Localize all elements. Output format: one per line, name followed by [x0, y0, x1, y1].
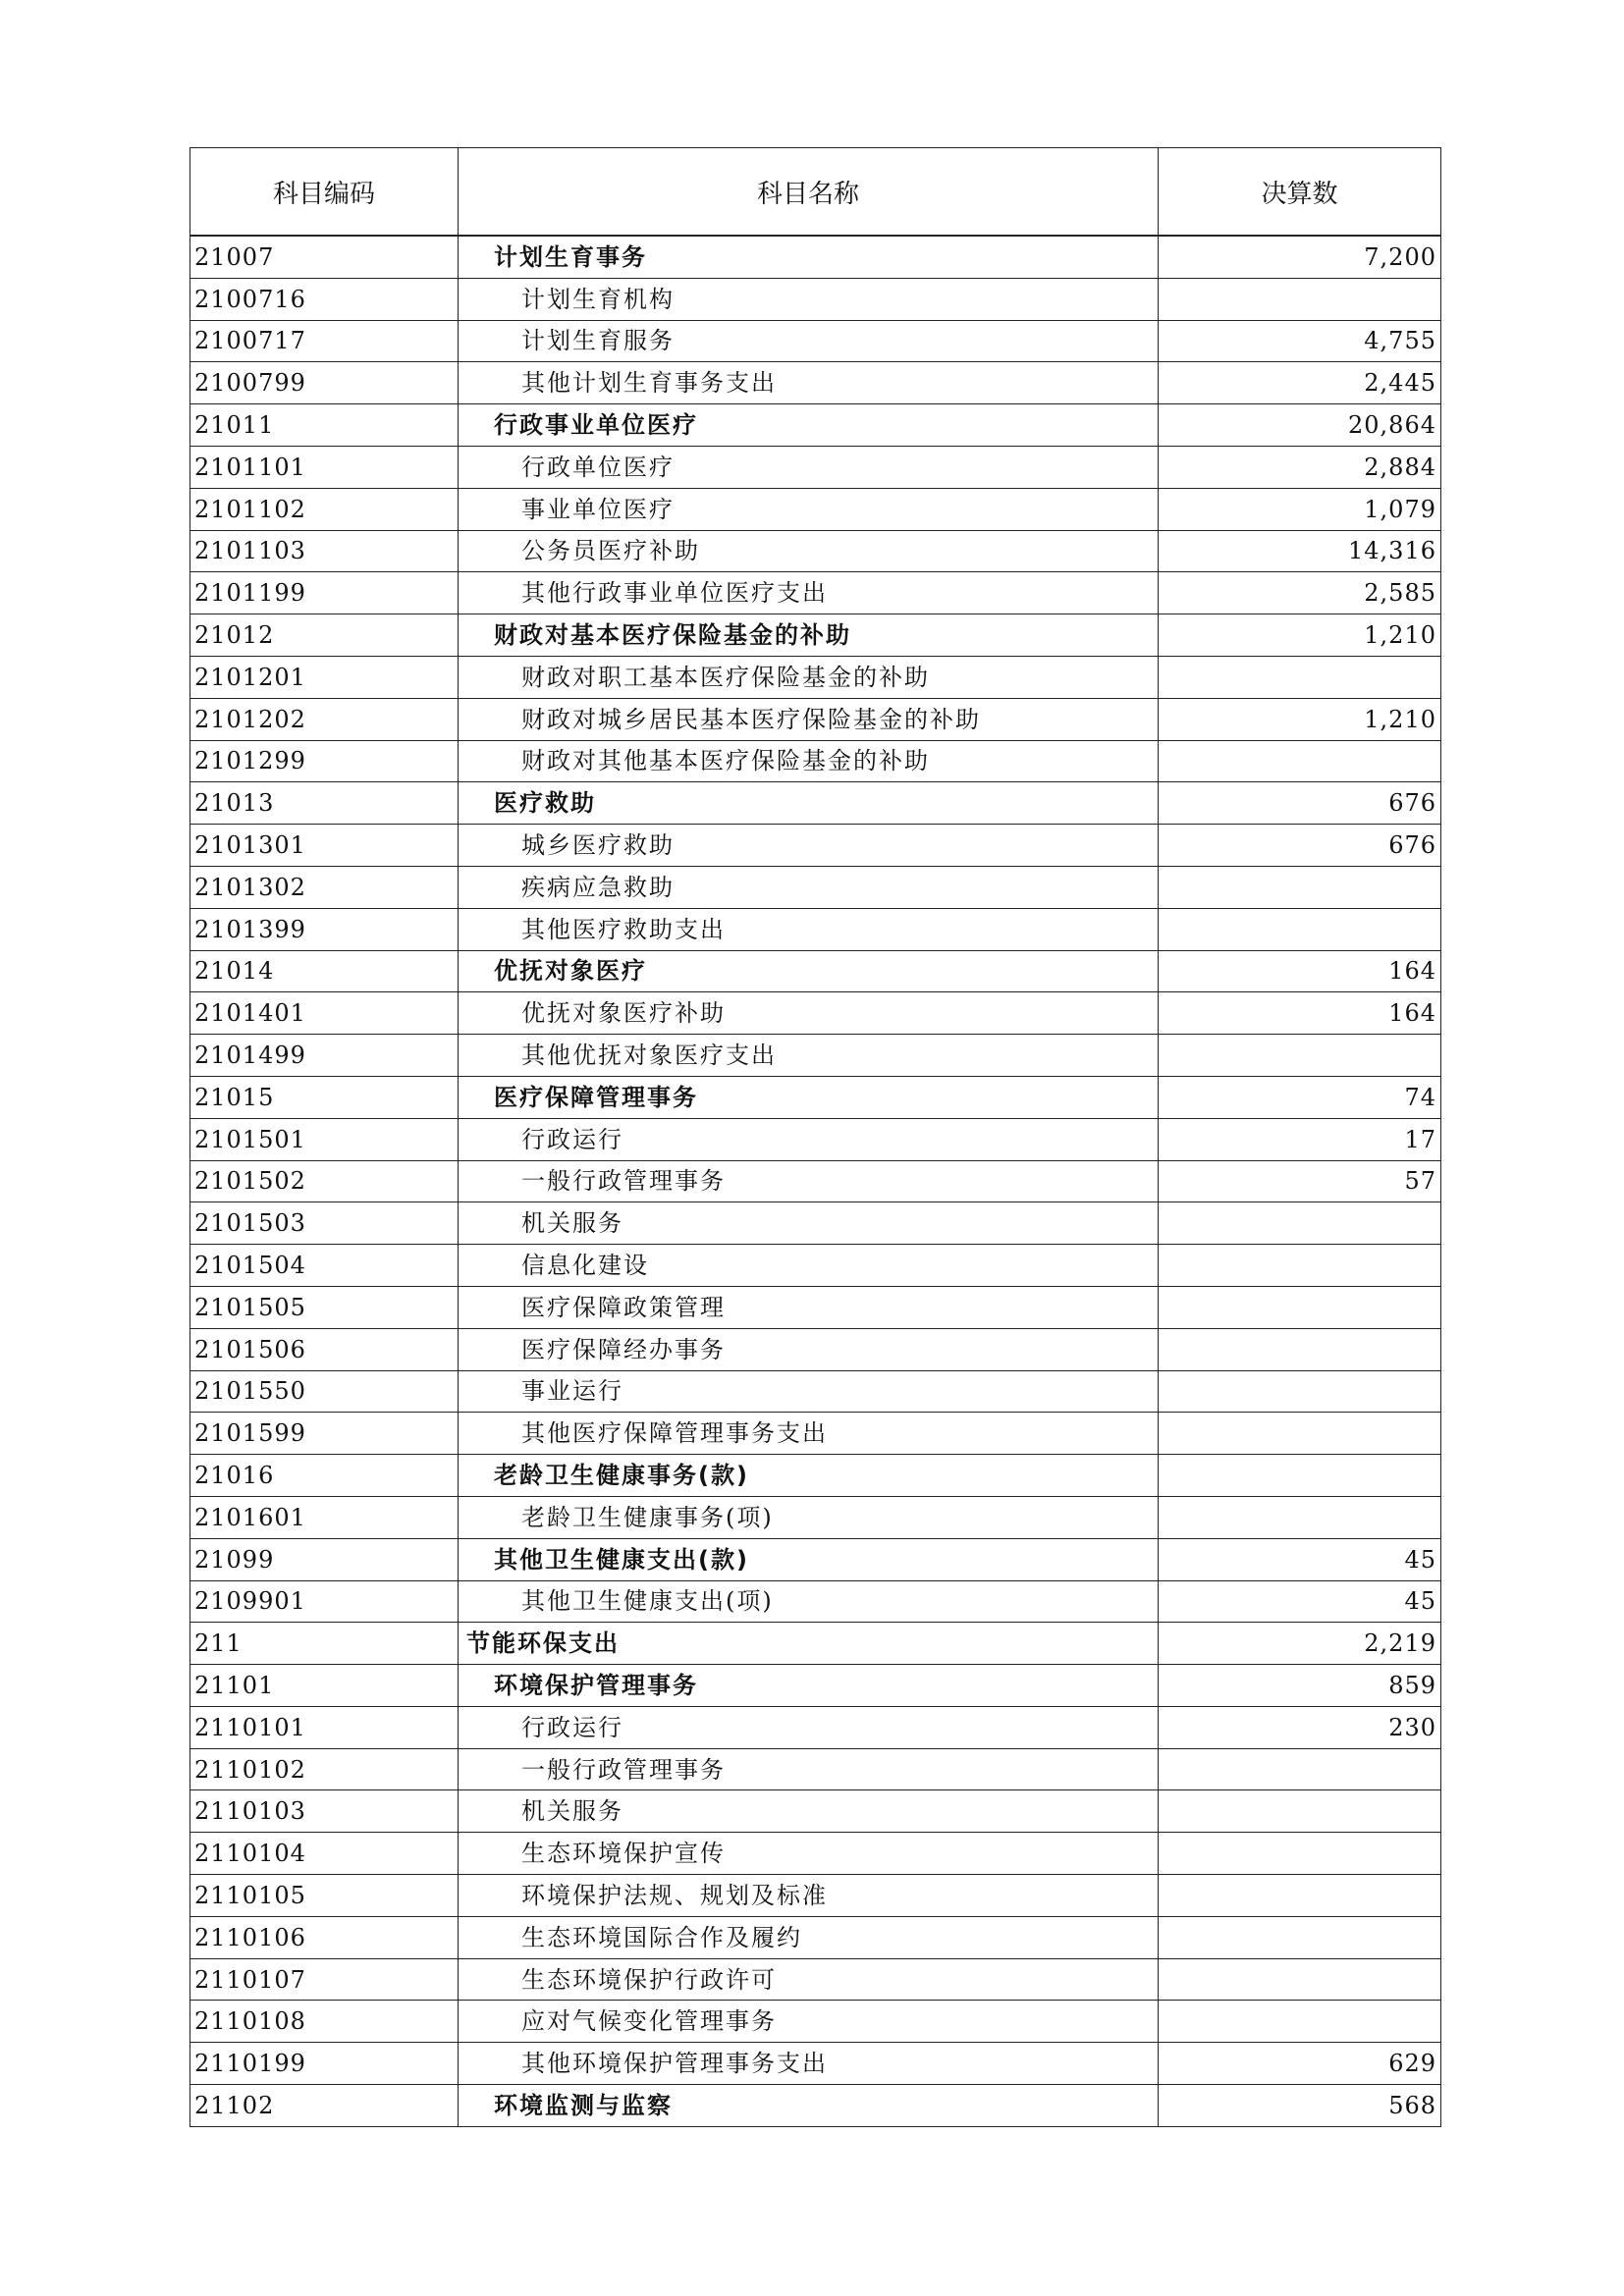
- table-row: [190, 1623, 1441, 1665]
- row-name-cell: [459, 1875, 1159, 1917]
- row-code: 2110104: [190, 1833, 459, 1875]
- row-name: 信息化建设: [521, 1252, 649, 1280]
- row-name-cell: [459, 1538, 1159, 1580]
- row-code: 211: [190, 1623, 459, 1665]
- table-row: [190, 1958, 1441, 2001]
- table-row: [190, 2001, 1441, 2043]
- row-code: 2101101: [190, 446, 459, 488]
- row-name: 一般行政管理事务: [521, 1167, 726, 1196]
- row-code: 2100717: [190, 320, 459, 362]
- row-name-cell: [459, 1706, 1159, 1748]
- table-row: [190, 2085, 1441, 2127]
- row-code: 2101102: [190, 488, 459, 530]
- row-name: 其他环境保护管理事务支出: [521, 2050, 828, 2078]
- row-name: 其他医疗救助支出: [521, 915, 726, 943]
- row-amount: [1159, 1202, 1441, 1245]
- row-code: 2110105: [190, 1875, 459, 1917]
- table-row: [190, 236, 1441, 278]
- table-row: [190, 1413, 1441, 1455]
- row-amount: 568: [1159, 2085, 1441, 2127]
- row-code: 2101504: [190, 1245, 459, 1287]
- row-name: 计划生育机构: [521, 285, 675, 313]
- row-name: 其他优抚对象医疗支出: [521, 1041, 777, 1070]
- row-name: 生态环境保护行政许可: [521, 1965, 777, 1994]
- row-code: 2110107: [190, 1958, 459, 2001]
- row-amount: [1159, 656, 1441, 698]
- row-name-cell: [459, 404, 1159, 447]
- row-code: 2101401: [190, 992, 459, 1035]
- row-name-cell: [459, 908, 1159, 950]
- row-code: 21012: [190, 614, 459, 657]
- budget-table: [189, 147, 1441, 2127]
- row-amount: [1159, 1748, 1441, 1790]
- row-name: 行政单位医疗: [521, 453, 675, 481]
- table-row: [190, 1035, 1441, 1077]
- table-row: [190, 866, 1441, 908]
- row-name: 行政事业单位医疗: [494, 411, 698, 440]
- table-row: [190, 1790, 1441, 1833]
- row-name: 事业单位医疗: [521, 495, 675, 523]
- row-code: 2109901: [190, 1580, 459, 1623]
- row-name-cell: [459, 1118, 1159, 1160]
- row-name: 一般行政管理事务: [521, 1755, 726, 1784]
- row-amount: [1159, 1328, 1441, 1370]
- row-name-cell: [459, 1455, 1159, 1497]
- row-name-cell: [459, 1748, 1159, 1790]
- row-name-cell: [459, 1076, 1159, 1118]
- row-code: 2101502: [190, 1160, 459, 1202]
- row-code: 2110102: [190, 1748, 459, 1790]
- row-name: 医疗保障政策管理: [521, 1293, 726, 1321]
- row-name-cell: [459, 488, 1159, 530]
- row-name-cell: [459, 446, 1159, 488]
- row-name-cell: [459, 1496, 1159, 1538]
- row-name: 其他行政事业单位医疗支出: [521, 579, 828, 608]
- row-amount: [1159, 1833, 1441, 1875]
- table-row: [190, 446, 1441, 488]
- row-amount: 2,884: [1159, 446, 1441, 488]
- row-name-cell: [459, 1160, 1159, 1202]
- table-row: [190, 656, 1441, 698]
- table-row: [190, 698, 1441, 740]
- row-code: 2101299: [190, 740, 459, 782]
- row-name: 行政运行: [521, 1125, 623, 1153]
- row-amount: 20,864: [1159, 404, 1441, 447]
- table-row: [190, 1076, 1441, 1118]
- table-header-row: [190, 148, 1441, 237]
- row-amount: 7,200: [1159, 236, 1441, 278]
- table-row: [190, 614, 1441, 657]
- row-amount: [1159, 1245, 1441, 1287]
- row-name: 优抚对象医疗: [494, 957, 647, 986]
- row-amount: 74: [1159, 1076, 1441, 1118]
- row-name-cell: [459, 1665, 1159, 1707]
- row-name: 城乡医疗救助: [521, 831, 675, 860]
- row-name-cell: [459, 1833, 1159, 1875]
- row-amount: [1159, 1286, 1441, 1328]
- row-name-cell: [459, 782, 1159, 825]
- row-amount: [1159, 1413, 1441, 1455]
- row-name: 环境保护管理事务: [494, 1671, 698, 1699]
- row-name-cell: [459, 1370, 1159, 1413]
- row-name-cell: [459, 2001, 1159, 2043]
- row-amount: [1159, 1790, 1441, 1833]
- row-name-cell: [459, 866, 1159, 908]
- table-row: [190, 1538, 1441, 1580]
- row-amount: 17: [1159, 1118, 1441, 1160]
- row-name-cell: [459, 1623, 1159, 1665]
- row-name-cell: [459, 530, 1159, 572]
- row-code: 2101202: [190, 698, 459, 740]
- row-name: 生态环境保护宣传: [521, 1840, 726, 1868]
- row-name: 其他卫生健康支出(项): [521, 1587, 774, 1616]
- table-row: [190, 908, 1441, 950]
- row-name-cell: [459, 1413, 1159, 1455]
- table-row: [190, 1245, 1441, 1287]
- table-body: [190, 236, 1441, 2126]
- row-code: 2101503: [190, 1202, 459, 1245]
- row-name-cell: [459, 740, 1159, 782]
- row-name-cell: [459, 1202, 1159, 1245]
- header-name: 科目名称: [459, 148, 1159, 237]
- table-row: [190, 1370, 1441, 1413]
- row-code: 2101506: [190, 1328, 459, 1370]
- row-name-cell: [459, 236, 1159, 278]
- row-code: 2101301: [190, 825, 459, 867]
- row-code: 21015: [190, 1076, 459, 1118]
- row-amount: 230: [1159, 1706, 1441, 1748]
- row-name-cell: [459, 1916, 1159, 1958]
- row-amount: 164: [1159, 950, 1441, 992]
- row-code: 21014: [190, 950, 459, 992]
- row-amount: 45: [1159, 1538, 1441, 1580]
- row-name: 机关服务: [521, 1797, 623, 1826]
- row-code: 2110103: [190, 1790, 459, 1833]
- row-code: 2101601: [190, 1496, 459, 1538]
- row-amount: 676: [1159, 825, 1441, 867]
- table-row: [190, 825, 1441, 867]
- table-row: [190, 278, 1441, 320]
- table-row: [190, 992, 1441, 1035]
- row-name: 机关服务: [521, 1209, 623, 1238]
- row-name-cell: [459, 1958, 1159, 2001]
- row-amount: 1,210: [1159, 698, 1441, 740]
- row-name: 应对气候变化管理事务: [521, 2007, 777, 2036]
- row-name-cell: [459, 320, 1159, 362]
- row-name: 节能环保支出: [466, 1629, 620, 1658]
- row-code: 21016: [190, 1455, 459, 1497]
- row-amount: [1159, 1455, 1441, 1497]
- row-code: 2110108: [190, 2001, 459, 2043]
- row-amount: 859: [1159, 1665, 1441, 1707]
- row-code: 2100716: [190, 278, 459, 320]
- row-code: 2110199: [190, 2043, 459, 2085]
- row-name: 事业运行: [521, 1377, 623, 1406]
- row-name-cell: [459, 1286, 1159, 1328]
- table-row: [190, 1875, 1441, 1917]
- table-row: [190, 1665, 1441, 1707]
- row-name-cell: [459, 1790, 1159, 1833]
- table-row: [190, 2043, 1441, 2085]
- table-row: [190, 1455, 1441, 1497]
- row-code: 21102: [190, 2085, 459, 2127]
- row-code: 21099: [190, 1538, 459, 1580]
- row-amount: 2,585: [1159, 572, 1441, 614]
- header-code: 科目编码: [190, 148, 459, 237]
- row-code: 2101501: [190, 1118, 459, 1160]
- row-amount: [1159, 1875, 1441, 1917]
- table-row: [190, 488, 1441, 530]
- row-name: 公务员医疗补助: [521, 537, 700, 565]
- row-name-cell: [459, 1035, 1159, 1077]
- row-name-cell: [459, 2043, 1159, 2085]
- row-name-cell: [459, 825, 1159, 867]
- row-name: 行政运行: [521, 1713, 623, 1741]
- row-name: 环境监测与监察: [494, 2091, 673, 2119]
- row-code: 21013: [190, 782, 459, 825]
- row-amount: 1,079: [1159, 488, 1441, 530]
- row-amount: 2,445: [1159, 362, 1441, 404]
- row-name-cell: [459, 278, 1159, 320]
- row-amount: 45: [1159, 1580, 1441, 1623]
- table-row: [190, 740, 1441, 782]
- table-row: [190, 362, 1441, 404]
- row-code: 21011: [190, 404, 459, 447]
- table-row: [190, 1328, 1441, 1370]
- row-code: 21007: [190, 236, 459, 278]
- row-name-cell: [459, 362, 1159, 404]
- row-amount: 14,316: [1159, 530, 1441, 572]
- row-name-cell: [459, 698, 1159, 740]
- row-name: 医疗保障经办事务: [521, 1335, 726, 1363]
- row-name: 财政对职工基本医疗保险基金的补助: [521, 663, 930, 691]
- row-name-cell: [459, 1245, 1159, 1287]
- table-row: [190, 1916, 1441, 1958]
- row-amount: [1159, 908, 1441, 950]
- row-code: 2101399: [190, 908, 459, 950]
- row-name: 生态环境国际合作及履约: [521, 1923, 802, 1951]
- row-name-cell: [459, 2085, 1159, 2127]
- row-name: 财政对其他基本医疗保险基金的补助: [521, 747, 930, 775]
- row-name: 优抚对象医疗补助: [521, 999, 726, 1028]
- row-amount: 57: [1159, 1160, 1441, 1202]
- row-code: 2101103: [190, 530, 459, 572]
- row-amount: [1159, 278, 1441, 320]
- row-amount: [1159, 1035, 1441, 1077]
- row-code: 2100799: [190, 362, 459, 404]
- table-row: [190, 1202, 1441, 1245]
- row-name-cell: [459, 572, 1159, 614]
- row-name: 环境保护法规、规划及标准: [521, 1881, 828, 1909]
- table-row: [190, 1706, 1441, 1748]
- row-name-cell: [459, 1580, 1159, 1623]
- row-amount: [1159, 1958, 1441, 2001]
- row-name-cell: [459, 950, 1159, 992]
- row-name: 财政对基本医疗保险基金的补助: [494, 621, 851, 650]
- row-name: 其他医疗保障管理事务支出: [521, 1419, 828, 1448]
- table-row: [190, 1833, 1441, 1875]
- row-amount: 4,755: [1159, 320, 1441, 362]
- table-row: [190, 950, 1441, 992]
- table-row: [190, 1286, 1441, 1328]
- row-amount: [1159, 2001, 1441, 2043]
- table-row: [190, 1748, 1441, 1790]
- row-name: 老龄卫生健康事务(款): [494, 1462, 749, 1489]
- row-code: 2101302: [190, 866, 459, 908]
- table-row: [190, 782, 1441, 825]
- row-code: 2101199: [190, 572, 459, 614]
- table-row: [190, 1118, 1441, 1160]
- table-row: [190, 404, 1441, 447]
- row-code: 2101599: [190, 1413, 459, 1455]
- row-code: 21101: [190, 1665, 459, 1707]
- row-name: 计划生育服务: [521, 327, 675, 355]
- row-amount: 629: [1159, 2043, 1441, 2085]
- table-row: [190, 1160, 1441, 1202]
- row-amount: [1159, 866, 1441, 908]
- row-name: 其他卫生健康支出(款): [494, 1545, 749, 1574]
- row-amount: [1159, 740, 1441, 782]
- row-name: 医疗救助: [494, 789, 596, 818]
- row-code: 2110101: [190, 1706, 459, 1748]
- row-amount: 164: [1159, 992, 1441, 1035]
- row-amount: [1159, 1916, 1441, 1958]
- table-row: [190, 1580, 1441, 1623]
- row-name-cell: [459, 992, 1159, 1035]
- row-amount: [1159, 1370, 1441, 1413]
- row-name: 医疗保障管理事务: [494, 1083, 698, 1111]
- row-code: 2110106: [190, 1916, 459, 1958]
- table-row: [190, 320, 1441, 362]
- row-name-cell: [459, 614, 1159, 657]
- row-code: 2101550: [190, 1370, 459, 1413]
- row-name: 老龄卫生健康事务(项): [521, 1503, 774, 1531]
- row-name: 计划生育事务: [494, 242, 647, 271]
- header-amount: 决算数: [1159, 148, 1441, 237]
- row-amount: [1159, 1496, 1441, 1538]
- row-amount: 2,219: [1159, 1623, 1441, 1665]
- row-name-cell: [459, 656, 1159, 698]
- row-name-cell: [459, 1328, 1159, 1370]
- row-name: 疾病应急救助: [521, 873, 675, 901]
- row-name: 财政对城乡居民基本医疗保险基金的补助: [521, 705, 981, 733]
- row-name: 其他计划生育事务支出: [521, 369, 777, 398]
- table-row: [190, 530, 1441, 572]
- row-code: 2101505: [190, 1286, 459, 1328]
- row-amount: 676: [1159, 782, 1441, 825]
- row-code: 2101201: [190, 656, 459, 698]
- row-code: 2101499: [190, 1035, 459, 1077]
- table-row: [190, 1496, 1441, 1538]
- table-row: [190, 572, 1441, 614]
- row-amount: 1,210: [1159, 614, 1441, 657]
